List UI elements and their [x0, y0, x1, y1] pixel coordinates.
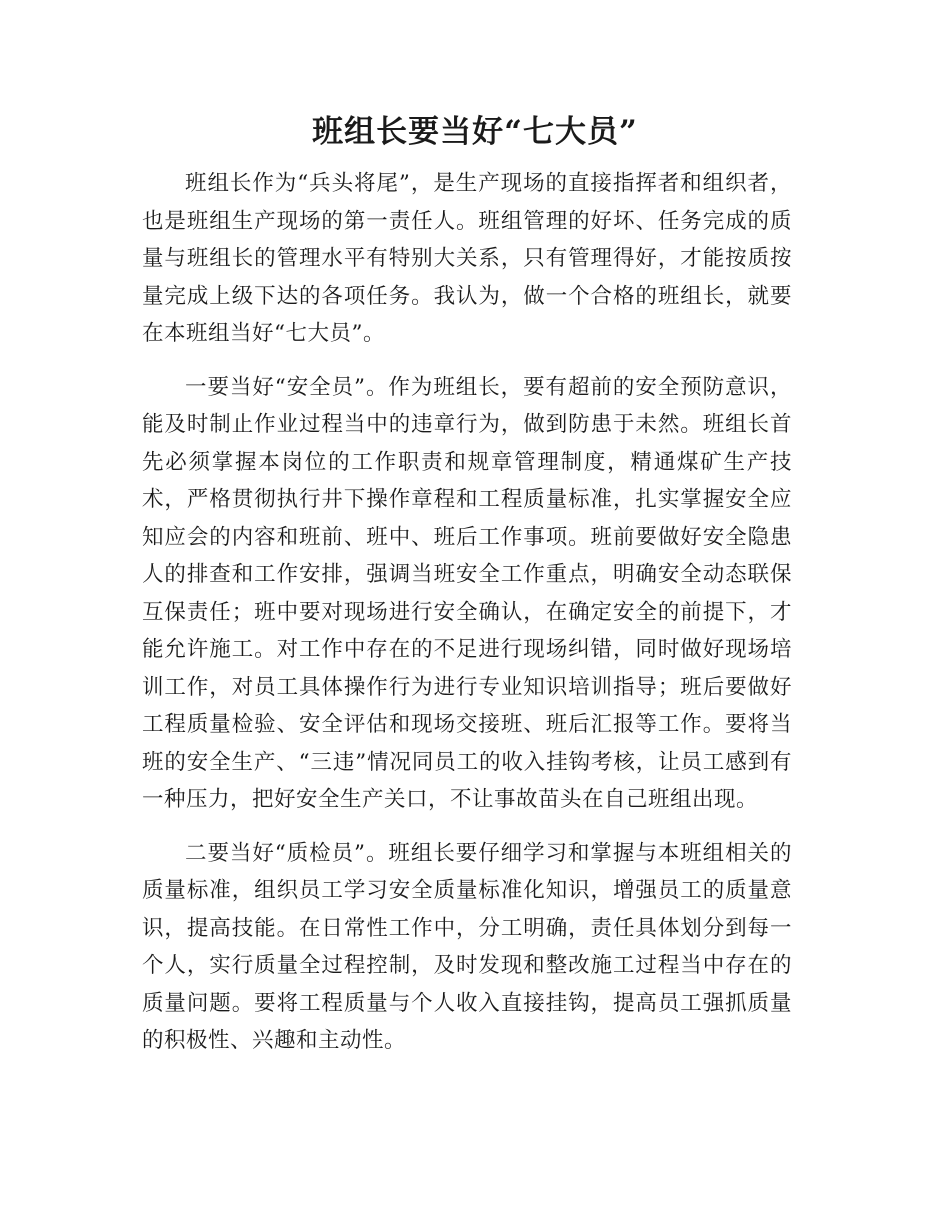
document-body — [142, 165, 792, 1076]
page-title: 班组长要当好“七大员” — [312, 114, 638, 150]
paragraph-intro: 班组长作为“兵头将尾”，是生产现场的直接指挥者和组织者，也是班组生产现场的第一责任人。班组管理的好坏、任务完成的质量与班组长的管理水平有特别大关系，只有管理得好，才能按质按量完成上级下达的各项任务。我认为，做一个合格的班组长，就要在本班组当好“七大员”。 — [142, 171, 792, 346]
paragraph-safety-officer: 一要当好“安全员”。作为班组长，要有超前的安全预防意识，能及时制止作业过程当中的违章行为，做到防患于未然。班组长首先必须掌握本岗位的工作职责和规章管理制度，精通煤矿生产技术，严格贯彻执行井下操作章程和工程质量标准，扎实掌握安全应知应会的内容和班前、班中、班后工作事项。班前要做好安全隐患人的排查和工作安排，强调当班安全工作重点，明确安全动态联保互保责任；班中要对现场进行安全确认，在确定安全的前提下，才能允许施工。对工作中存在的不足进行现场纠错，同时做好现场培训工作，对员工具体操作行为进行专业知识培训指导；班后要做好工程质量检验、安全评估和现场交接班、班后汇报等工作。要将当班的安全生产、“三违”情况同员工的收入挂钩考核，让员工感到有一种压力，把好安全生产关口，不让事故苗头在自己班组出现。 — [142, 374, 792, 812]
paragraph-quality-inspector: 二要当好“质检员”。班组长要仔细学习和掌握与本班组相关的质量标准，组织员工学习安全质量标准化知识，增强员工的质量意识，提高技能。在日常性工作中，分工明确，责任具体划分到每一个人，实行质量全过程控制，及时发现和整改施工过程当中存在的质量问题。要将工程质量与个人收入直接挂钩，提高员工强抓质量的积极性、兴趣和主动性。 — [142, 840, 792, 1053]
